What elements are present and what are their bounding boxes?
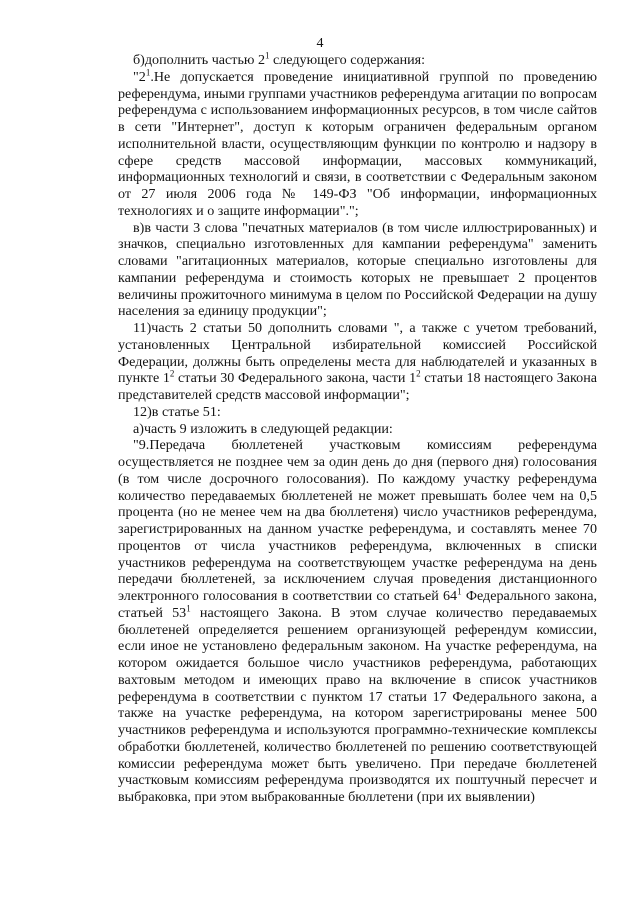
document-body — [118, 52, 597, 806]
superscript-index: 1 — [265, 50, 270, 61]
paragraph-item-a: а)часть 9 изложить в следующей редакции: — [133, 420, 393, 437]
page-number: 4 — [316, 36, 324, 51]
paragraph-point-11: 11)часть 2 статьи 50 дополнить словами ", а также с учетом требований, установленных Центральной избирательной комиссией Российской Федерации, должны быть определены места для наблюдателей и указанных в пункте $1^2$ статьи 30 Федерального закона, части $1^2$ статьи 18 настоящего Закона представителей средств массовой информации"; — [118, 320, 598, 403]
superscript-index: 1 — [457, 586, 462, 597]
superscript-index: 1 — [186, 603, 191, 614]
paragraph-part-2-1: "$2^1.Не$ допускается проведение инициативной группой по проведению референдума, иными группами участников референдума агитации по вопросам референдума с использованием информационных ресурсов, в том числе сайтов в сети "Интернет", доступ к которым ограничен федеральным органом исполнительной власти, осуществляющим функции по контролю и надзору в сфере средств массовой информации, массовых коммуникаций, информационных технологий и связи, в соответствии с Федеральным законом от 27 июля 2006 года № 149-ФЗ "Об информации, информационных технологиях и о защите информации"."; — [118, 67, 597, 219]
superscript-index: 2 — [169, 368, 175, 379]
paragraph-item-v: в)в части 3 слова "печатных материалов (в том числе иллюстрированных) и значков, специально изготовленных для кампании референдума" заменить словами "агитационных материалов, которые специально изготовлены для кампании референдума и стоимость которых не превышает 2 процентов величины прожиточного минимума в целом по Российской Федерации на душу населения за единицу продукции"; — [118, 219, 597, 320]
paragraph-point-12: 12)в статье 51: — [133, 403, 221, 420]
paragraph-item-b: б)дополнить частью $2^1$ следующего содержания: — [133, 50, 426, 68]
paragraph-part-9: "9.Передача бюллетеней участковым комиссиям референдума осуществляется не позднее чем за один день до дня (первого дня) голосования (в том числе досрочного голосования). По каждому участку референдума количество передаваемых бюллетеней не может превышать более чем на 0,5 процента (но не менее чем на два бюллетеня) число участников референдума, зарегистрированных на данном участке референдума, и составлять менее 70 процентов от числа участников референдума, включенных в списки участников референдума на соответствующем участке референдума на день передачи бюллетеней, за исключением случая проведения дистанционного электронного голосования в соответствии со статьей $64^1$ Федерального закона, статьей $53^1$ настоящего Закона. В этом случае количество передаваемых бюллетеней определяется решением организующей референдум комиссии, если иное не установлено федеральным законом. На участке референдума, на котором ожидается большое число участников референдума, работающих вахтовым методом и имеющих право на включение в список участников референдума в соответствии с пунктом 17 статьи 17 Федерального закона, а также на участке референдума, на котором зарегистрированы менее 500 участников референдума и используются программно-технические комплексы обработки бюллетеней, количество бюллетеней по решению соответствующей комиссии референдума может быть увеличено. При передаче бюллетеней участковым комиссиям референдума производятся их поштучный пересчет и выбраковка, при этом выбракованные бюллетени (при их выявлении) — [118, 437, 598, 805]
superscript-index: 1 — [145, 67, 151, 78]
superscript-index: 2 — [416, 368, 421, 379]
